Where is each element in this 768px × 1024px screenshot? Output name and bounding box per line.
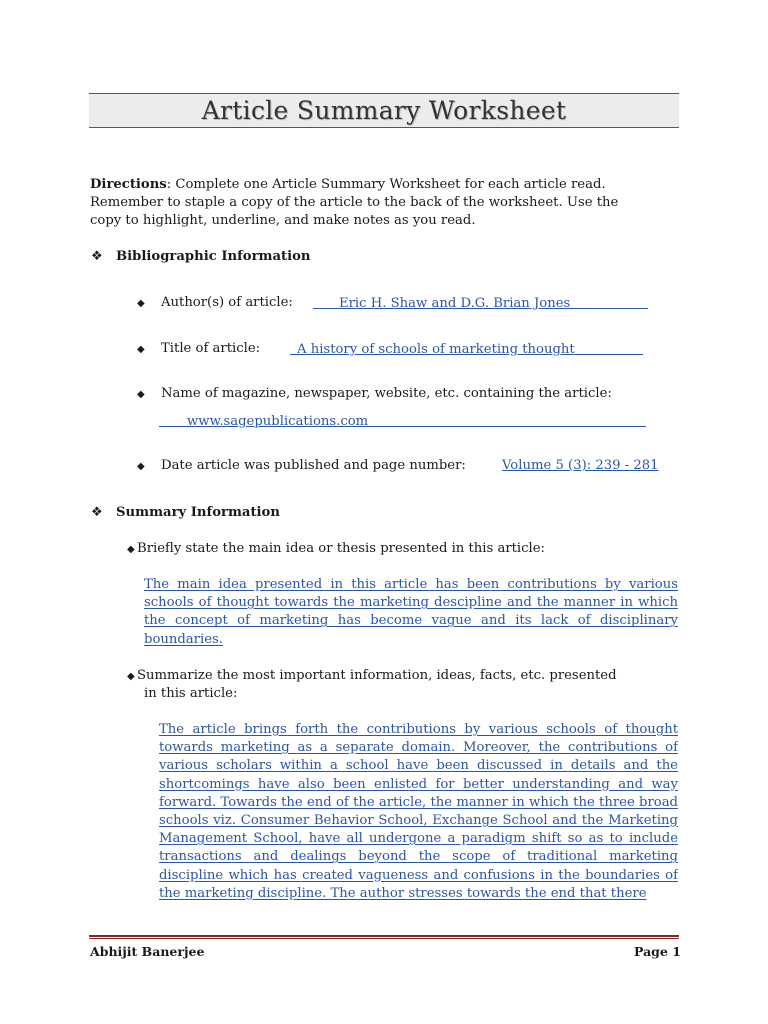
source-field <box>159 412 646 431</box>
blank-underline <box>575 342 643 355</box>
blank-underline <box>570 296 648 309</box>
footer-divider <box>89 935 679 937</box>
footer-divider-thin <box>89 938 679 939</box>
bibliographic-heading: Bibliographic Information <box>116 249 311 264</box>
bullet-icon: ◆ <box>137 461 145 472</box>
title-bar <box>89 93 679 128</box>
directions-line-1 <box>90 176 606 194</box>
diamond-bullet-icon: ❖ <box>91 249 103 264</box>
diamond-bullet-icon: ❖ <box>91 505 103 520</box>
blank-underline <box>290 342 297 355</box>
author-field <box>313 294 648 313</box>
title-field <box>290 340 643 359</box>
date-value: Volume 5 (3): 239 - 281 <box>502 458 659 473</box>
answer-1: The main idea presented in this article has been contributions by various schools of thought towards the marketing descipline and the manner in which the concept of marketing has become vague and its lack of disciplinary boundaries. <box>144 577 678 647</box>
title-label: Title of article: <box>161 341 261 356</box>
blank-underline <box>159 414 187 427</box>
question-2-line-2: in this article: <box>144 686 238 701</box>
title-value: A history of schools of marketing thought <box>297 342 575 357</box>
answer-2: The article brings forth the contributions by various schools of thought towards marketing as a separate domain. Moreover, the contributions of various scholars within a school have been discussed in details and the shortcomings have also been enlisted for better understanding and way forward. Towards the end of the article, the manner in which the three broad schools viz. Consumer Behavior School, Exchange School and the Marketing Management School, have all undergone a paradigm shift so as to include transactions and dealings beyond the scope of traditional marketing discipline which has created vagueness and confusions in the boundaries of the marketing discipline. The author stresses towards the end that there <box>159 722 678 901</box>
bullet-icon: ◆ <box>137 389 145 400</box>
footer-author: Abhijit Banerjee <box>90 944 205 959</box>
directions-text-1: : Complete one Article Summary Worksheet for each article read. <box>166 177 606 192</box>
directions-line-2: Remember to staple a copy of the article to the back of the worksheet. Use the <box>90 195 619 210</box>
date-label: Date article was published and page number: <box>161 458 466 473</box>
bullet-icon: ◆ <box>127 671 135 682</box>
author-value: Eric H. Shaw and D.G. Brian Jones <box>339 296 571 311</box>
bullet-icon: ◆ <box>127 544 135 555</box>
summary-heading: Summary Information <box>116 505 280 520</box>
source-value: www.sagepublications.com <box>187 414 369 429</box>
bullet-icon: ◆ <box>137 344 145 355</box>
page-number: Page 1 <box>634 944 681 959</box>
source-label: Name of magazine, newspaper, website, etc. containing the article: <box>161 386 612 401</box>
page-title: Article Summary Worksheet <box>201 96 567 125</box>
bullet-icon: ◆ <box>137 298 145 309</box>
directions-label: Directions <box>90 177 167 192</box>
directions-line-3: copy to highlight, underline, and make notes as you read. <box>90 213 476 228</box>
blank-underline <box>313 296 339 309</box>
author-label: Author(s) of article: <box>161 295 293 310</box>
question-1: Briefly state the main idea or thesis presented in this article: <box>137 541 545 556</box>
question-2-line-1: Summarize the most important information, ideas, facts, etc. presented <box>137 668 617 683</box>
blank-underline <box>368 414 646 427</box>
